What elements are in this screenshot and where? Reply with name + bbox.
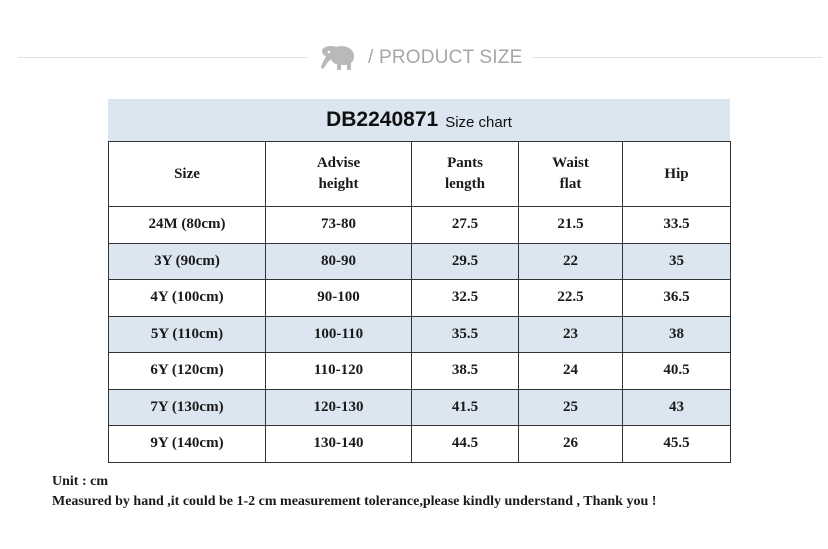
banner-divider-right — [532, 57, 822, 58]
cell-hip: 36.5 — [623, 280, 731, 317]
cell-pants-length: 29.5 — [412, 243, 519, 280]
column-header-hip: Hip — [623, 142, 731, 207]
column-header-size: Size — [109, 142, 266, 207]
banner-title: / PRODUCT SIZE — [368, 47, 523, 68]
cell-waist-flat: 22 — [519, 243, 623, 280]
cell-waist-flat: 26 — [519, 426, 623, 463]
product-code: DB2240871 — [326, 108, 439, 131]
size-table — [108, 141, 731, 463]
unit-note: Unit : cm — [52, 474, 108, 489]
table-header-row — [109, 142, 731, 207]
cell-advise-height: 110-120 — [266, 353, 412, 390]
table-row — [109, 207, 731, 244]
cell-pants-length: 38.5 — [412, 353, 519, 390]
cell-pants-length: 35.5 — [412, 316, 519, 353]
column-header-pants-length: Pants length — [412, 142, 519, 207]
size-chart-title: Size chart — [445, 113, 512, 131]
cell-hip: 43 — [623, 389, 731, 426]
cell-size: 6Y (120cm) — [109, 353, 266, 390]
cell-waist-flat: 23 — [519, 316, 623, 353]
elephant-icon — [314, 44, 360, 72]
table-row — [109, 389, 731, 426]
table-row — [109, 316, 731, 353]
cell-waist-flat: 22.5 — [519, 280, 623, 317]
cell-size: 7Y (130cm) — [109, 389, 266, 426]
cell-advise-height: 130-140 — [266, 426, 412, 463]
column-header-waist-flat: Waist flat — [519, 142, 623, 207]
cell-hip: 33.5 — [623, 207, 731, 244]
cell-hip: 45.5 — [623, 426, 731, 463]
cell-size: 3Y (90cm) — [109, 243, 266, 280]
cell-hip: 35 — [623, 243, 731, 280]
cell-advise-height: 80-90 — [266, 243, 412, 280]
cell-pants-length: 32.5 — [412, 280, 519, 317]
cell-pants-length: 41.5 — [412, 389, 519, 426]
banner-divider-left — [18, 57, 308, 58]
cell-size: 9Y (140cm) — [109, 426, 266, 463]
table-row — [109, 280, 731, 317]
cell-advise-height: 120-130 — [266, 389, 412, 426]
cell-waist-flat: 25 — [519, 389, 623, 426]
cell-size: 5Y (110cm) — [109, 316, 266, 353]
table-row — [109, 353, 731, 390]
measurement-disclaimer: Measured by hand ,it could be 1-2 cm measurement tolerance,please kindly understand , Thank you ! — [52, 494, 657, 509]
section-banner — [0, 40, 828, 76]
cell-hip: 40.5 — [623, 353, 731, 390]
table-row — [109, 243, 731, 280]
cell-advise-height: 90-100 — [266, 280, 412, 317]
cell-advise-height: 73-80 — [266, 207, 412, 244]
cell-size: 4Y (100cm) — [109, 280, 266, 317]
table-row — [109, 426, 731, 463]
cell-hip: 38 — [623, 316, 731, 353]
size-chart-header — [108, 99, 730, 141]
column-header-advise-height: Advise height — [266, 142, 412, 207]
cell-advise-height: 100-110 — [266, 316, 412, 353]
cell-waist-flat: 21.5 — [519, 207, 623, 244]
cell-pants-length: 44.5 — [412, 426, 519, 463]
cell-waist-flat: 24 — [519, 353, 623, 390]
cell-size: 24M (80cm) — [109, 207, 266, 244]
cell-pants-length: 27.5 — [412, 207, 519, 244]
